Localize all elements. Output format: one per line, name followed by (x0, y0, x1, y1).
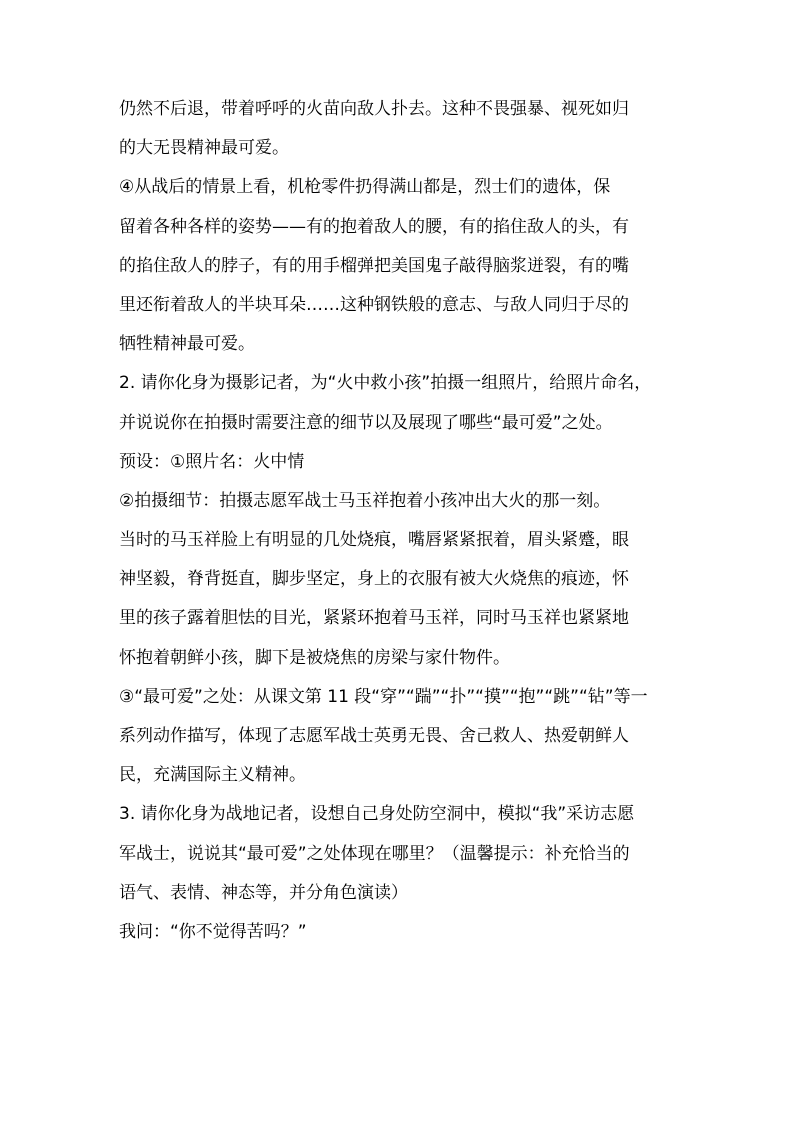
text-line-18: 民，充满国际主义精神。 (119, 765, 306, 786)
text-line-16: ③“最可爱”之处：从课文第 11 段“穿”“踹”“扑”“摸”“抱”“跳”“钻”等一 (119, 686, 648, 707)
text-line-4: 留着各种各样的姿势——有的抱着敌人的腰，有的掐住敌人的头，有 (119, 216, 629, 237)
text-line-5: 的掐住敌人的脖子，有的用手榴弹把美国鬼子敲得脑浆迸裂，有的嘴 (119, 255, 629, 276)
text-line-3: ④从战后的情景上看，机枪零件扔得满山都是，烈士们的遗体，保 (119, 177, 611, 198)
text-line-17: 系列动作描写，体现了志愿军战士英勇无畏、舍己救人、热爱朝鲜人 (119, 726, 629, 746)
question-2-line-2: 并说说你在拍摄时需要注意的细节以及展现了哪些“最可爱”之处。 (119, 412, 613, 433)
question-3-line-1: 3. 请你化身为战地记者，设想自己身处防空洞中，模拟“我”采访志愿 (119, 804, 635, 825)
question-3-line-3: 语气、表情、神态等，并分角色演读） (119, 882, 408, 903)
text-line-12: 当时的马玉祥脸上有明显的几处烧痕，嘴唇紧紧抿着，眉头紧蹙，眼 (119, 530, 629, 551)
text-line-2: 的大无畏精神最可爱。 (119, 138, 289, 159)
text-line-1: 仍然不后退，带着呼呼的火苗向敌人扑去。这种不畏强暴、视死如归 (119, 99, 629, 119)
text-line-15: 怀抱着朝鲜小孩，脚下是被烧焦的房梁与家什物件。 (119, 647, 510, 668)
preset-photo-name: 预设：①照片名：火中情 (119, 451, 305, 472)
question-3-line-2: 军战士，说说其“最可爱”之处体现在哪里？（温馨提示：补充恰当的 (119, 843, 630, 864)
document-body (119, 90, 679, 952)
text-line-13: 神坚毅，脊背挺直，脚步坚定，身上的衣服有被大火烧焦的痕迹，怀 (119, 569, 629, 590)
text-line-14: 里的孩子露着胆怯的目光，紧紧环抱着马玉祥，同时马玉祥也紧紧地 (119, 608, 629, 629)
question-2-line-1: 2. 请你化身为摄影记者，为“火中救小孩”拍摄一组照片，给照片命名， (119, 373, 652, 394)
interview-question-line: 我问：“你不觉得苦吗？” (119, 921, 307, 942)
text-line-11: ②拍摄细节：拍摄志愿军战士马玉祥抱着小孩冲出大火的那一刻。 (119, 490, 611, 511)
text-line-6: 里还衔着敌人的半块耳朵……这种钢铁般的意志、与敌人同归于尽的 (119, 294, 629, 315)
text-line-7: 牺牲精神最可爱。 (119, 334, 255, 355)
